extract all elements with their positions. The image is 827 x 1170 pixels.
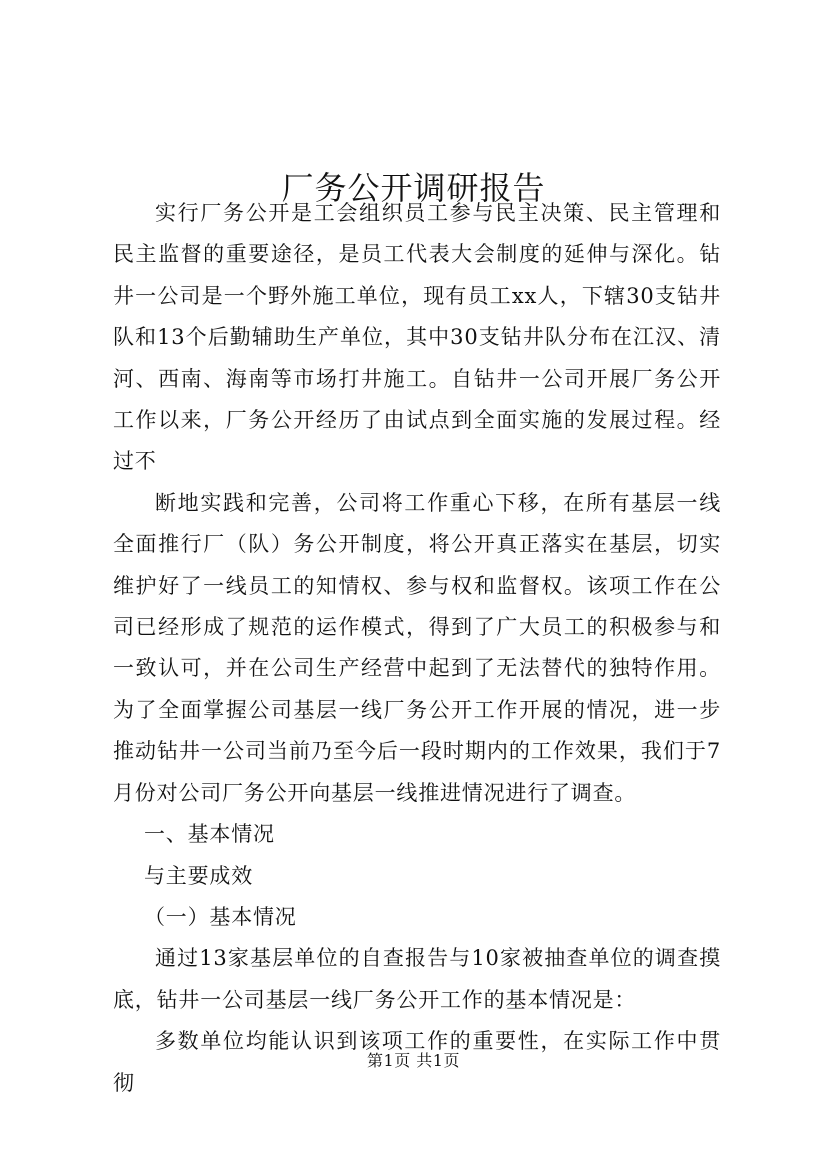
paragraph-practice: 断地实践和完善，公司将工作重心下移，在所有基层一线全面推行厂（队）务公开制度，将公开真正落实在基层，切实维护好了一线员工的知情权、参与权和监督权。该项工作在公司已经形成了规范的运作模式，得到了广大员工的积极参与和一致认可，并在公司生产经营中起到了无法替代的独特作用。为了全面掌握公司基层一线厂务公开工作开展的情况，进一步推动钻井一公司当前乃至今后一段时期内的工作效果，我们于7月份对公司厂务公开向基层一线推进情况进行了调查。 [113, 490, 721, 805]
paragraph-survey: 通过13家基层单位的自查报告与10家被抽查单位的调查摸底，钻井一公司基层一线厂务公开工作的基本情况是： [113, 946, 721, 1012]
page-number-footer: 第1页 共1页 [367, 1051, 460, 1070]
subsection-heading-basic: （一）基本情况 [144, 904, 297, 929]
section-heading-results: 与主要成效 [144, 863, 253, 888]
paragraph-intro: 实行厂务公开是工会组织员工参与民主决策、民主管理和民主监督的重要途径，是员工代表大会制度的延伸与深化。钻井一公司是一个野外施工单位，现有员工xx人，下辖30支钻井队和13个后勤辅助生产单位，其中30支钻井队分布在江汉、清河、西南、海南等市场打井施工。自钻井一公司开展厂务公开工作以来，厂务公开经历了由试点到全面实施的发展过程。经过不 [113, 201, 721, 474]
document-body [113, 193, 721, 1104]
document-title: 厂务公开调研报告 [281, 169, 546, 208]
section-heading-basic: 一、基本情况 [144, 822, 275, 847]
paragraph-awareness: 多数单位均能认识到该项工作的重要性，在实际工作中贯彻 [113, 1029, 721, 1095]
